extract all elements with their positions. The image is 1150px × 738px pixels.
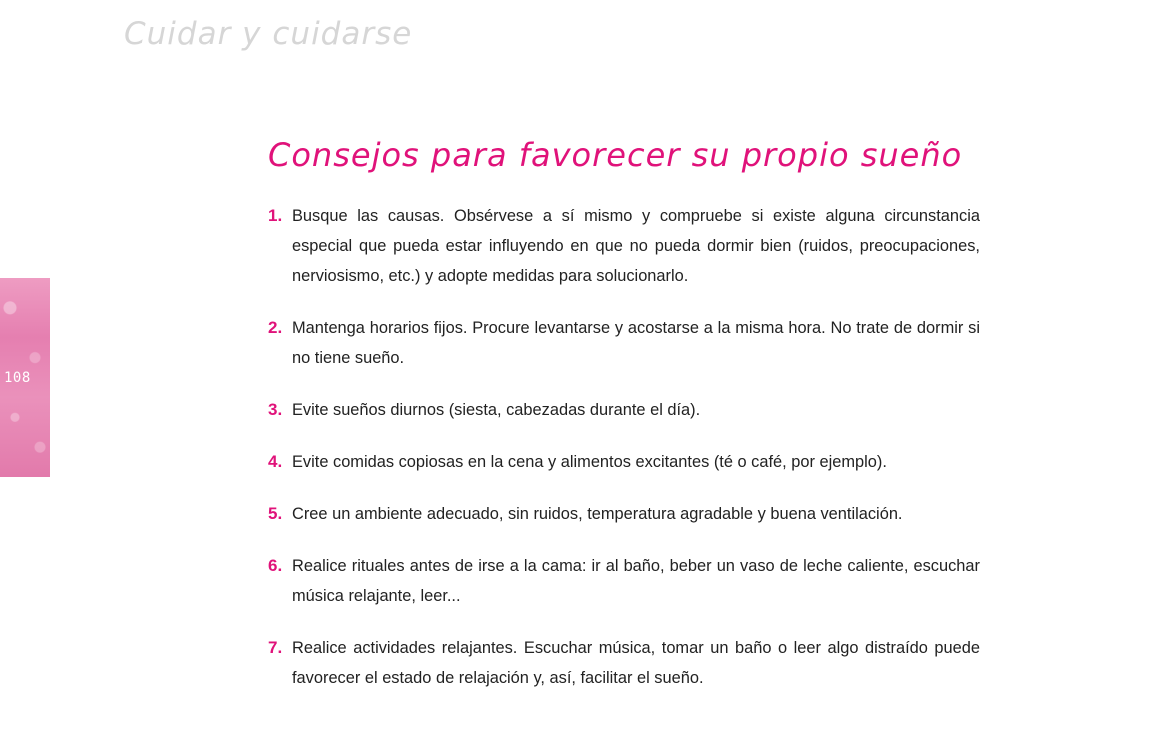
list-item-number: 4.	[268, 452, 283, 471]
list-item	[268, 447, 980, 477]
list-item-number: 5.	[268, 504, 283, 523]
tips-list	[268, 201, 980, 715]
list-item-text: Busque las causas. Obsérvese a sí mismo y compruebe si existe alguna circunstancia especial que pueda estar influyendo en que no pueda dormir bien (ruidos, preocupaciones, nerviosismo, etc.) y adopte medidas para solucionarlo.	[292, 207, 980, 285]
list-item-text: Cree un ambiente adecuado, sin ruidos, temperatura agradable y buena ventilación.	[292, 505, 903, 523]
list-item	[268, 633, 980, 693]
list-item	[268, 551, 980, 611]
list-item	[268, 499, 980, 529]
side-tab	[0, 278, 50, 477]
list-item-text: Realice actividades relajantes. Escuchar música, tomar un baño o leer algo distraído puede favorecer el estado de relajación y, así, facilitar el sueño.	[292, 639, 980, 687]
list-item-number: 2.	[268, 318, 283, 337]
page-title: Consejos para favorecer su propio sueño	[268, 136, 963, 174]
list-item	[268, 201, 980, 291]
list-item-number: 7.	[268, 638, 283, 657]
list-item	[268, 313, 980, 373]
list-item	[268, 395, 980, 425]
list-item-text: Mantenga horarios fijos. Procure levantarse y acostarse a la misma hora. No trate de dormir si no tiene sueño.	[292, 319, 980, 367]
list-item-text: Evite sueños diurnos (siesta, cabezadas durante el día).	[292, 401, 701, 419]
running-header: Cuidar y cuidarse	[124, 16, 413, 52]
list-item-text: Realice rituales antes de irse a la cama: ir al baño, beber un vaso de leche caliente, escuchar música relajante, leer...	[292, 557, 980, 605]
list-item-text: Evite comidas copiosas en la cena y alimentos excitantes (té o café, por ejemplo).	[292, 453, 887, 471]
list-item-number: 1.	[268, 206, 283, 225]
list-item-number: 3.	[268, 400, 283, 419]
page-number: 108	[4, 370, 31, 386]
list-item-number: 6.	[268, 556, 283, 575]
